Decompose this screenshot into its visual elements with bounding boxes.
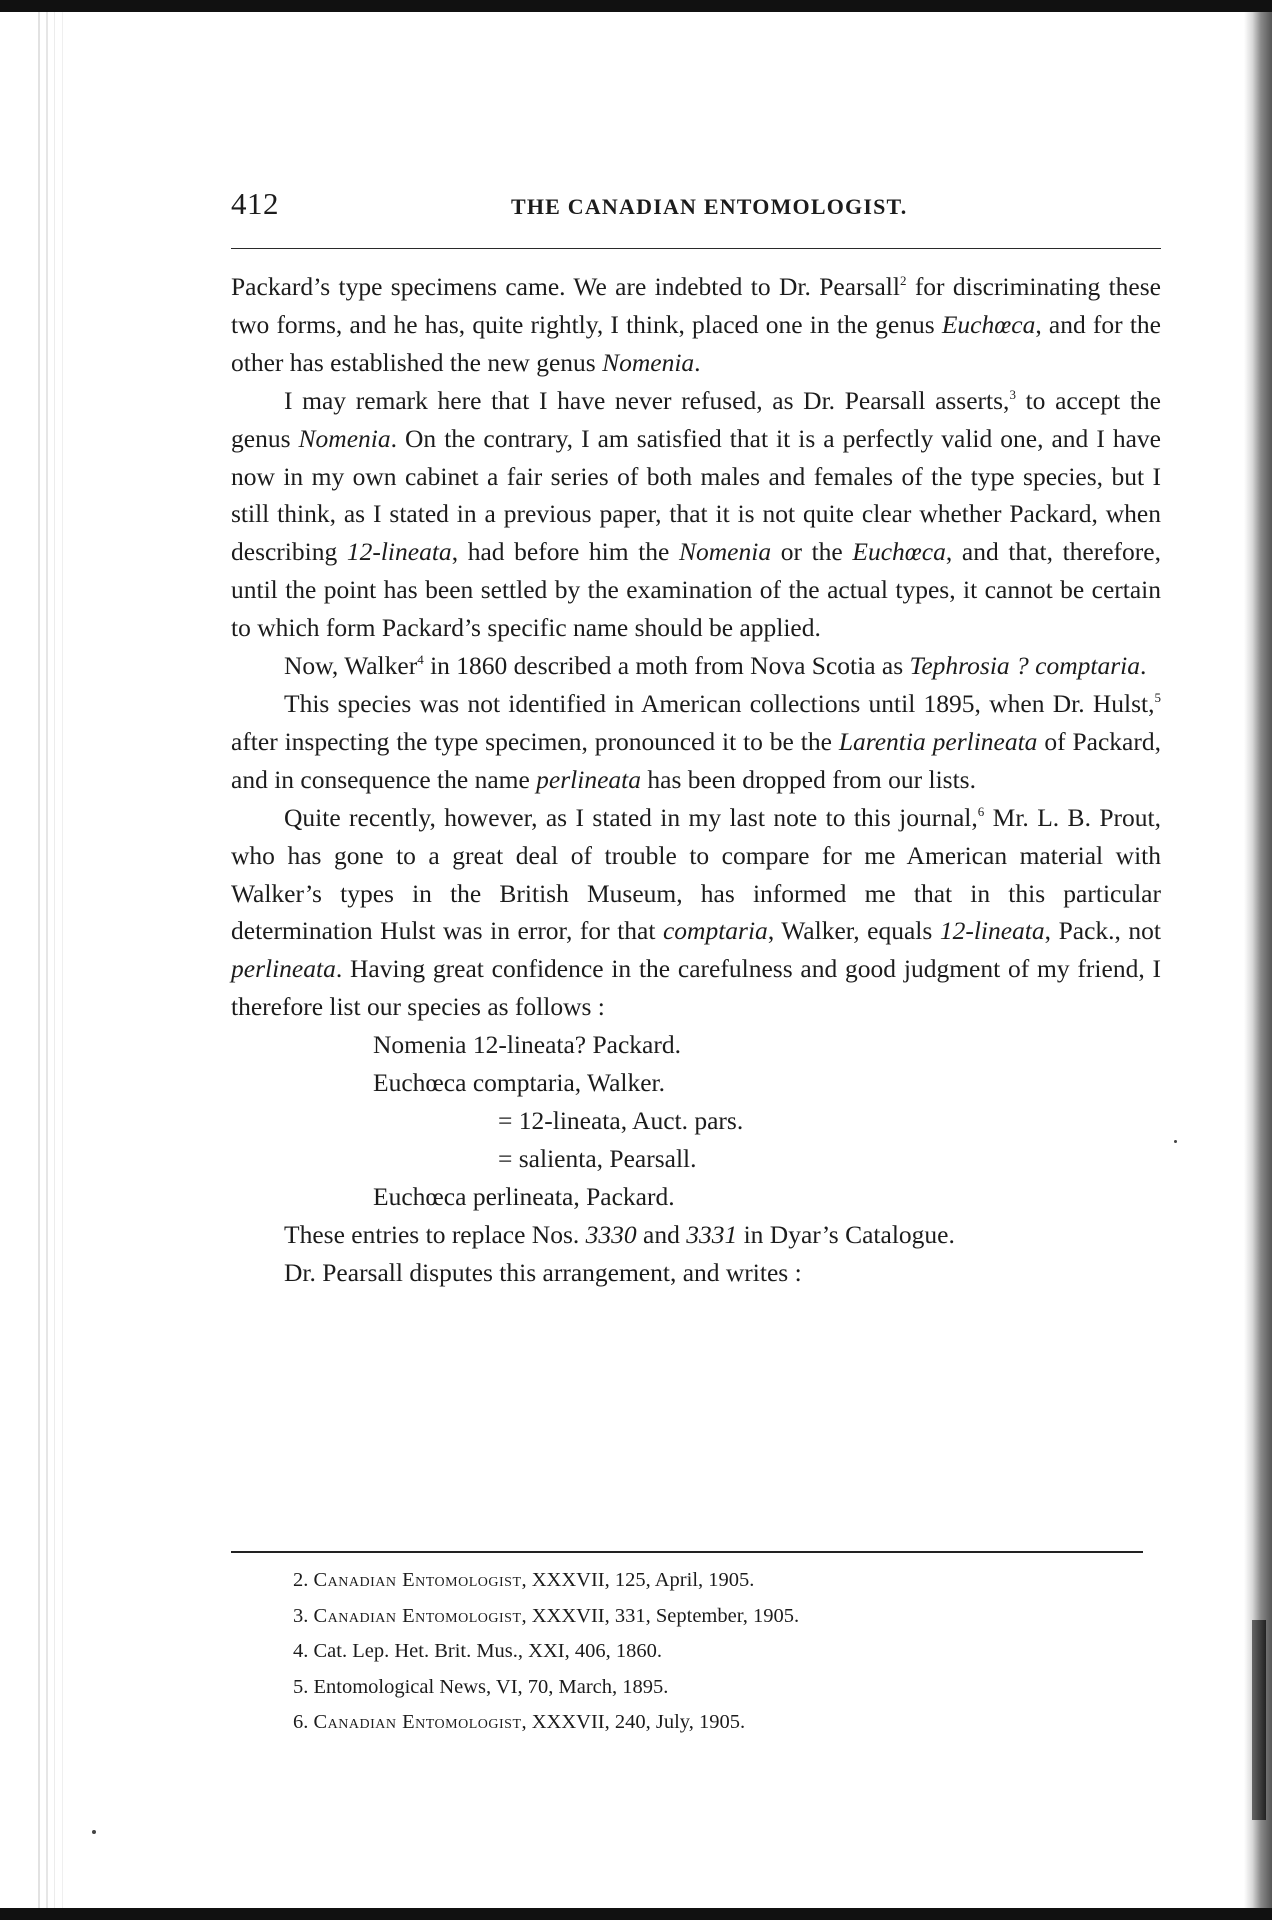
- citation: , XXXVII, 331, September, 1905.: [521, 1604, 800, 1627]
- footnote-number: 3.: [293, 1604, 309, 1627]
- citation: Entomological News, VI, 70, March, 1895.: [313, 1675, 669, 1698]
- text-run: Packard’s type specimens came. We are indebted to Dr. Pearsall: [231, 272, 900, 301]
- text-run: . On the contrary, I am satisfied that it is a perfectly valid one, and I have now in my own cabinet a fair series of both males and females of the type species, but I still think, as I stated in a previous paper, that it is not quite clear whether Packard, when describing: [231, 423, 1161, 567]
- italic-term: Nomenia: [298, 423, 391, 453]
- scan-top-border: [0, 0, 1272, 12]
- text-run: after inspecting the type specimen, pronounced it to be the: [231, 726, 839, 756]
- page-edge-dark-mark: [1252, 1620, 1266, 1820]
- italic-term: Nomenia: [679, 537, 772, 567]
- paragraph-4: [231, 685, 1161, 799]
- text-run: Now, Walker: [284, 651, 418, 681]
- text-run: or the: [771, 537, 853, 567]
- footnote: [293, 1599, 1123, 1635]
- text-run: These entries to replace Nos.: [284, 1219, 586, 1249]
- italic-term: Tephrosia ? comptaria: [909, 651, 1140, 681]
- italic-term: 3331: [686, 1219, 738, 1249]
- footnote-number: 6.: [293, 1711, 309, 1734]
- citation: Cat. Lep. Het. Brit. Mus., XXI, 406, 1860.: [313, 1640, 662, 1663]
- paragraph-1: [231, 268, 1161, 382]
- text-run: .: [1140, 651, 1147, 681]
- text-run: to accept the genus: [231, 385, 1161, 453]
- scan-speck: [92, 1830, 96, 1834]
- footnote-number: 5.: [293, 1675, 309, 1698]
- italic-term: Euchœca: [941, 309, 1036, 339]
- footnote: [293, 1563, 1123, 1599]
- italic-term: comptaria: [662, 916, 768, 946]
- italic-term: 12-lineata: [346, 537, 452, 567]
- footnote-ref: 2: [899, 273, 907, 288]
- paragraph-7: Dr. Pearsall disputes this arrangement, and writes :: [284, 1257, 802, 1287]
- scan-bottom-border: [0, 1908, 1272, 1920]
- footnote: [293, 1634, 1123, 1670]
- text-run: . Having great confidence in the carefulness and good judgment of my friend, I therefore list our species as follows :: [231, 954, 1161, 1022]
- footnote-ref: 4: [417, 652, 424, 668]
- journal-name: Canadian Entomologist: [313, 1569, 522, 1591]
- species-list-item: Euchœca comptaria, Walker.: [373, 1068, 666, 1098]
- text-run: , had before him the: [451, 537, 679, 567]
- italic-term: Euchœca: [852, 537, 946, 567]
- paragraph-2: [231, 382, 1161, 647]
- italic-term: perlineata: [536, 764, 641, 794]
- citation: , XXXVII, 125, April, 1905.: [521, 1569, 755, 1591]
- footnote-rule: [231, 1551, 1143, 1553]
- text-run: for discriminating these two forms, and he has, quite rightly, I think, placed one in the genus: [231, 272, 1161, 339]
- running-head: THE CANADIAN ENTOMOLOGIST.: [511, 194, 908, 219]
- header-rule: [231, 248, 1161, 249]
- italic-term: perlineata: [231, 954, 336, 984]
- footnote-ref: 6: [977, 803, 985, 819]
- footnote-ref: 5: [1154, 689, 1161, 705]
- species-list: [231, 1026, 1161, 1216]
- paragraph-6: [231, 1216, 1161, 1254]
- footnote-number: 2.: [293, 1569, 309, 1591]
- text-run: , Walker, equals: [767, 916, 940, 946]
- journal-name: Canadian Entomologist: [313, 1711, 522, 1734]
- text-run: , Pack., not: [1044, 916, 1162, 946]
- text-run: I may remark here that I have never refused, as Dr. Pearsall asserts,: [284, 385, 1010, 415]
- species-list-item: Nomenia 12-lineata? Packard.: [373, 1030, 681, 1060]
- text-run: and: [636, 1219, 687, 1249]
- page-header: [231, 186, 1161, 226]
- text-run: , and for the other has established the new genus: [231, 309, 1161, 377]
- italic-term: 12-lineata: [939, 916, 1045, 946]
- text-run: , and that, therefore, until the point has been settled by the examination of the actual types, it cannot be certain to which form Packard’s specific name should be applied.: [231, 537, 1161, 643]
- footnote-ref: 3: [1009, 386, 1016, 402]
- italic-term: Nomenia: [602, 347, 695, 377]
- italic-term: 3330: [585, 1219, 637, 1249]
- species-list-item: = salienta, Pearsall.: [498, 1143, 697, 1173]
- text-run: in Dyar’s Catalogue.: [737, 1219, 955, 1249]
- text-run: has been dropped from our lists.: [641, 764, 976, 794]
- text-run: Mr. L. B. Prout, who has gone to a great deal of trouble to compare for me American material with Walker’s types in the British Museum, has informed me that in this particular determination Hulst was in error, for that: [231, 802, 1161, 946]
- text-run: in 1860 described a moth from Nova Scotia as: [423, 651, 910, 681]
- text-run: .: [694, 347, 701, 377]
- paragraph-3: [231, 647, 1161, 685]
- text-run: Quite recently, however, as I stated in my last note to this journal,: [284, 802, 978, 832]
- page-gutter: [38, 12, 78, 1908]
- footnotes: [293, 1563, 1123, 1741]
- species-list-item: Euchœca perlineata, Packard.: [373, 1181, 675, 1211]
- text-run: This species was not identified in American collections until 1895, when Dr. Hulst,: [284, 688, 1155, 718]
- scan-speck: [1174, 1140, 1177, 1143]
- text-run: of Packard, and in consequence the name: [231, 726, 1161, 794]
- citation: , XXXVII, 240, July, 1905.: [521, 1711, 746, 1734]
- footnote: [293, 1705, 1123, 1741]
- journal-name: Canadian Entomologist: [313, 1604, 522, 1627]
- body-text: [231, 268, 1161, 1291]
- paragraph-5: [231, 799, 1161, 1026]
- species-list-item: = 12-lineata, Auct. pars.: [498, 1105, 744, 1135]
- footnote: [293, 1670, 1123, 1706]
- page-number: 412: [231, 186, 279, 221]
- italic-term: Larentia perlineata: [838, 726, 1038, 756]
- footnote-number: 4.: [293, 1640, 309, 1663]
